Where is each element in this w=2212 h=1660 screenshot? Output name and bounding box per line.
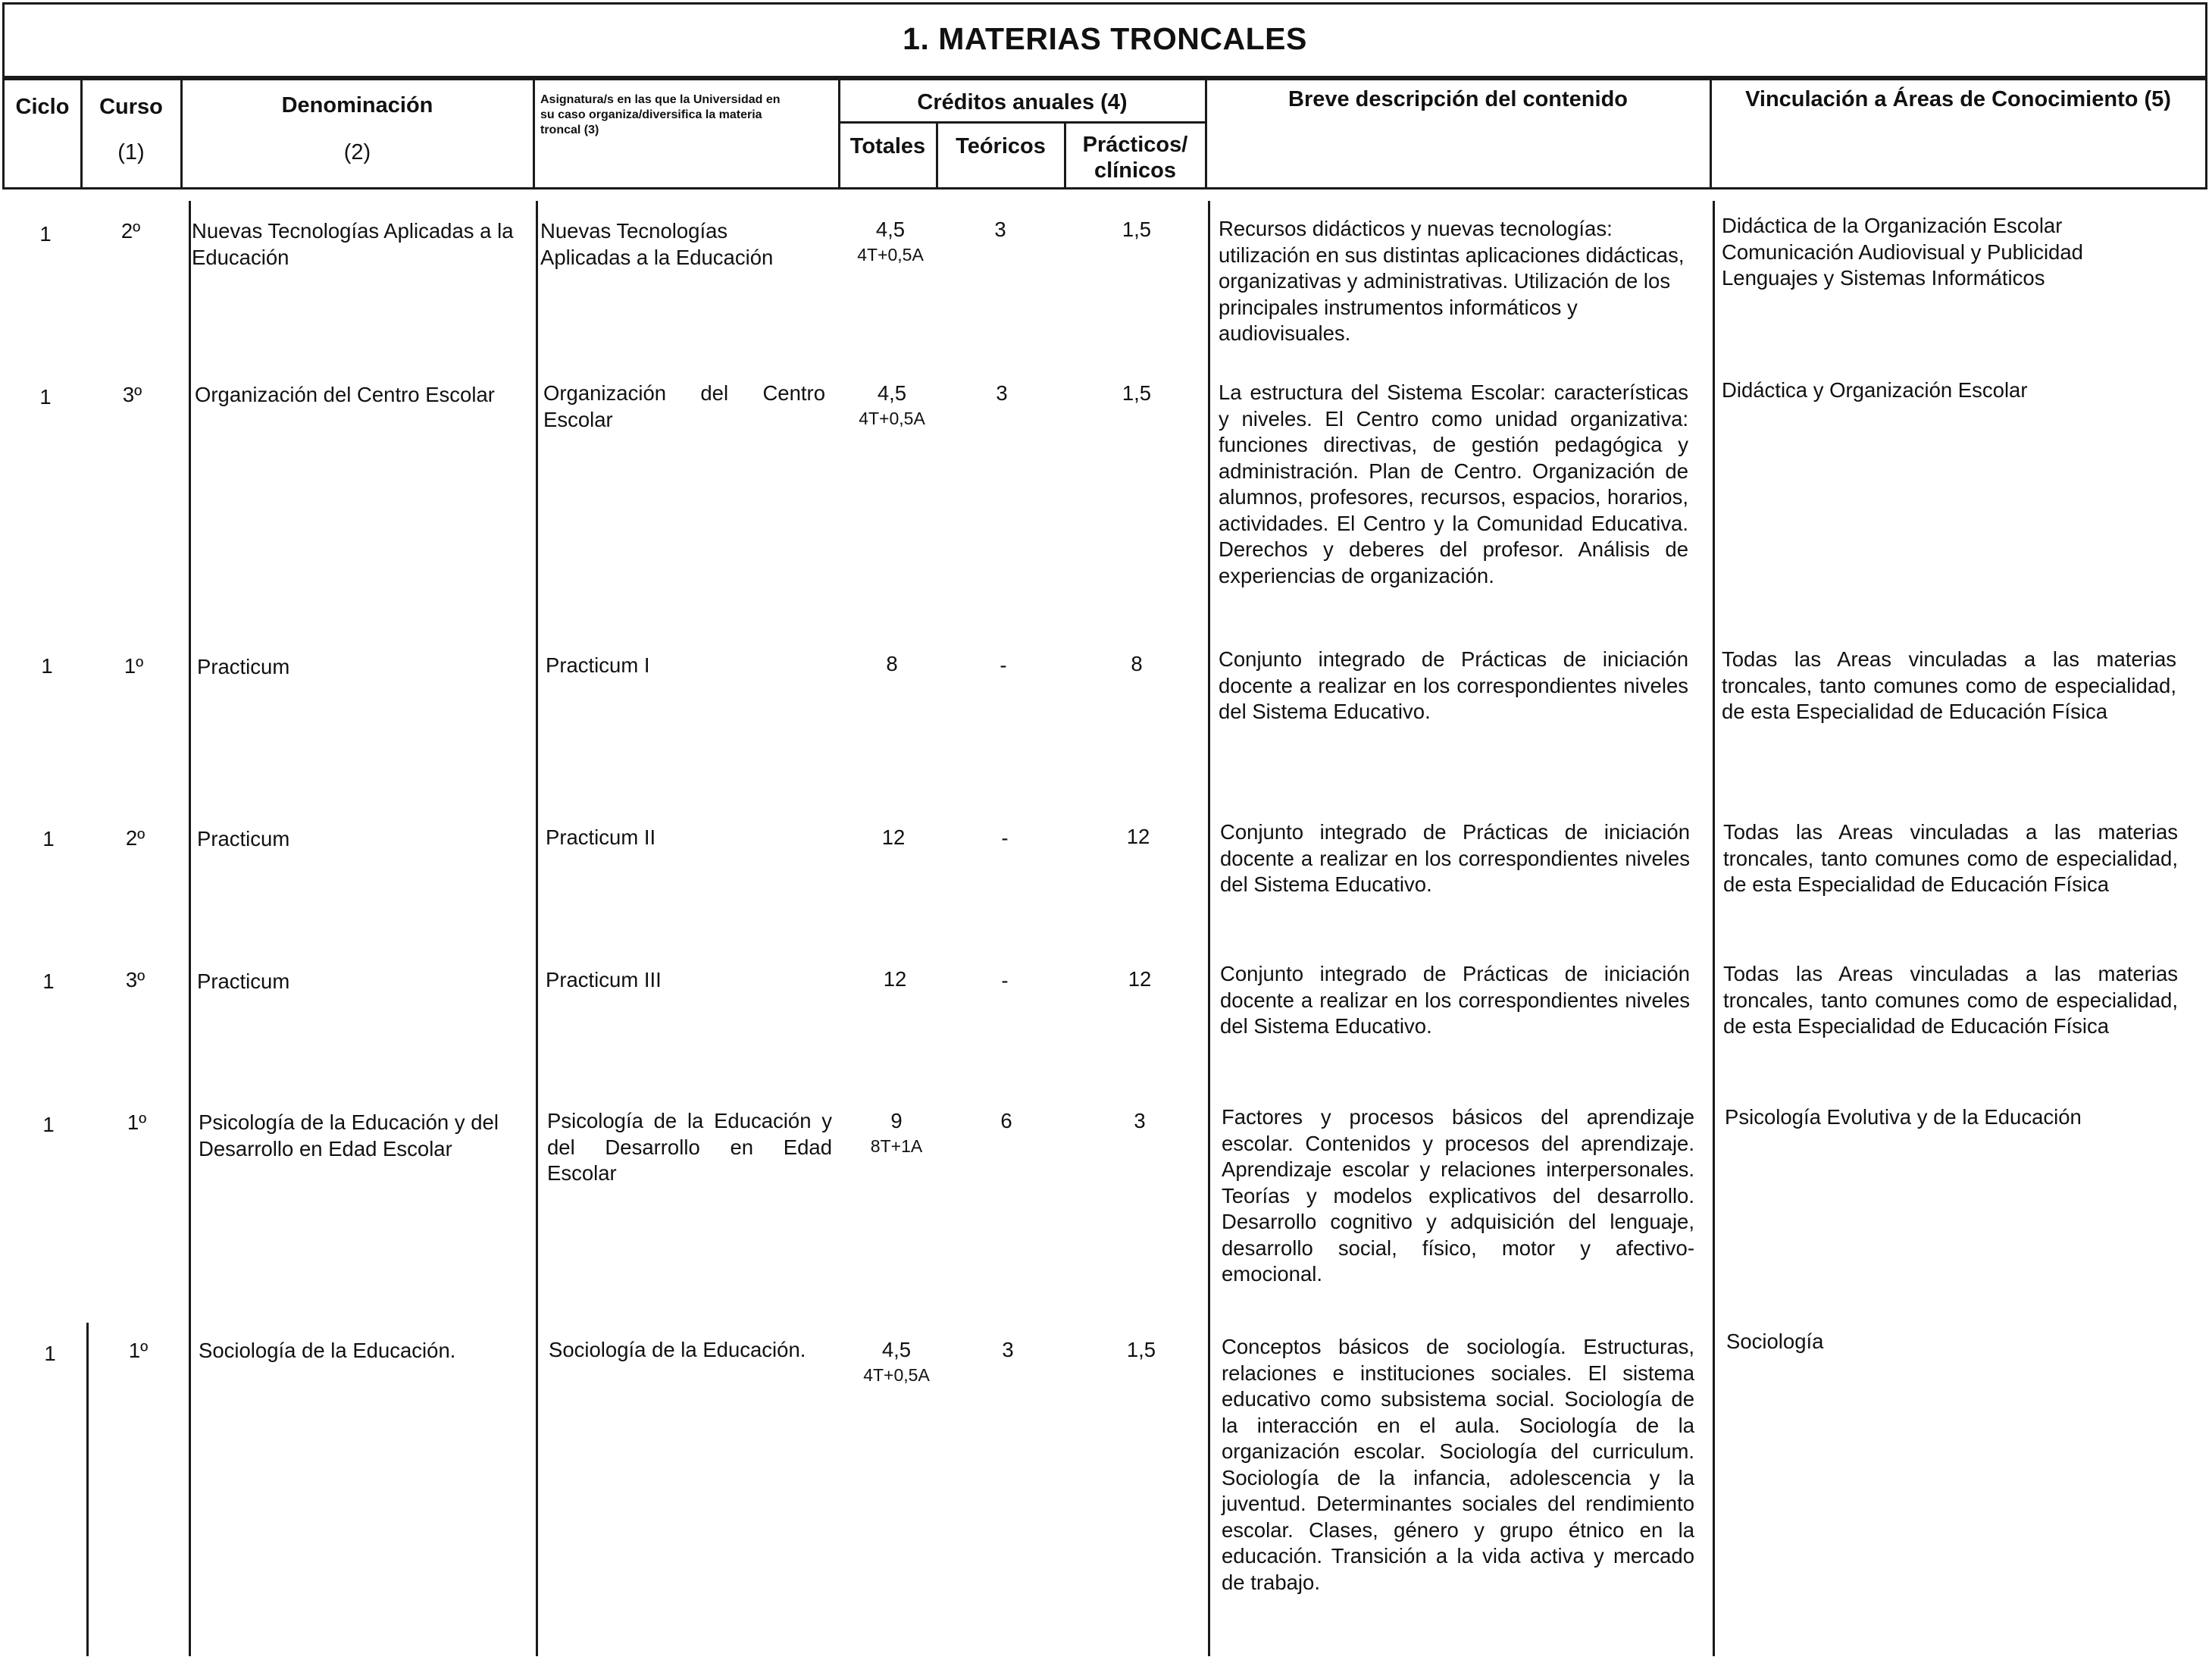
header-asignatura: Asignatura/s en las que la Universidad en su caso organiza/diversifica la materia troncal (3) bbox=[540, 93, 781, 136]
row-7-asignatura: Sociología de la Educación. bbox=[549, 1338, 806, 1361]
row-7-totales bbox=[847, 1337, 946, 1386]
header-practicos: Prácticos/ clínicos bbox=[1082, 133, 1188, 183]
header-top-rule bbox=[2, 78, 2207, 80]
row-1-denominacion: Nuevas Tecnologías Aplicadas a la Educación bbox=[192, 219, 514, 269]
row-7-descripcion: Conceptos básicos de sociología. Estructuras, relaciones e instituciones sociales. El sistema educativo como subsistema social. Sociología de la interacción en el aula. Sociología de la organización escolar. Sociología del curriculum. Sociología de la infancia, adolescencia y la juventud. Determinantes sociales del rendimiento escolar. Clases, género y grupo étnico en la educación. Transición a la vida activa y mercado de trabajo. bbox=[1222, 1335, 1694, 1594]
row-6-ciclo: 1 bbox=[42, 1113, 55, 1136]
row-1-totales-value: 4,5 bbox=[875, 218, 906, 241]
header-curso-note: (1) bbox=[117, 140, 145, 164]
row-4-denominacion: Practicum bbox=[197, 827, 290, 850]
row-2-totales-detalle: 4T+0,5A bbox=[859, 408, 925, 428]
row-4-totales bbox=[844, 825, 943, 851]
header-vinculacion: Vinculación a Áreas de Conocimiento (5) bbox=[1745, 87, 2171, 111]
row-6-denominacion: Psicología de la Educación y del Desarrollo en Edad Escolar bbox=[199, 1110, 499, 1160]
header-ciclo: Ciclo bbox=[15, 95, 70, 119]
row-2-ciclo: 1 bbox=[39, 385, 52, 409]
row-6-totales-detalle: 8T+1A bbox=[870, 1135, 923, 1156]
row-4-vinculacion: Todas las Areas vinculadas a las materias troncales, tanto comunes como de especialidad, de esta Especialidad de Educación Física bbox=[1723, 820, 2178, 896]
row-5-denominacion: Practicum bbox=[197, 969, 290, 993]
row-5-asignatura: Practicum III bbox=[546, 968, 662, 991]
row-2-vinculacion: Didáctica y Organización Escolar bbox=[1722, 378, 2028, 402]
row-1-ciclo: 1 bbox=[39, 222, 52, 246]
title-box bbox=[2, 2, 2207, 78]
row-7-denominacion: Sociología de la Educación. bbox=[199, 1339, 456, 1362]
header-teoricos: Teóricos bbox=[956, 134, 1046, 158]
row-6-vinculacion: Psicología Evolutiva y de la Educación bbox=[1725, 1105, 2082, 1129]
row-5-totales bbox=[846, 966, 944, 993]
row-7-ciclo: 1 bbox=[44, 1342, 56, 1365]
row-4-totales-value: 12 bbox=[881, 825, 906, 849]
row-7-practicos: 1,5 bbox=[1126, 1338, 1156, 1361]
row-5-curso: 3º bbox=[125, 968, 145, 991]
row-2-practicos: 1,5 bbox=[1122, 381, 1152, 405]
row-6-teoricos: 6 bbox=[1000, 1109, 1012, 1132]
row-2-denominacion: Organización del Centro Escolar bbox=[195, 383, 495, 406]
row-1-vinculacion: Didáctica de la Organización Escolar Comunicación Audiovisual y Publicidad Lenguajes y Sistemas Informáticos bbox=[1722, 214, 2083, 290]
header-descripcion: Breve descripción del contenido bbox=[1288, 87, 1628, 111]
row-3-ciclo: 1 bbox=[41, 654, 53, 678]
col-divider bbox=[536, 201, 538, 1656]
row-2-totales bbox=[843, 381, 941, 430]
row-5-vinculacion: Todas las Areas vinculadas a las materias troncales, tanto comunes como de especialidad, de esta Especialidad de Educación Física bbox=[1723, 962, 2178, 1038]
row-1-practicos: 1,5 bbox=[1122, 218, 1152, 241]
header-bottom-rule bbox=[2, 187, 2207, 189]
row-1-teoricos: 3 bbox=[994, 218, 1006, 241]
row-3-practicos: 8 bbox=[1131, 652, 1143, 675]
header-curso: Curso bbox=[99, 95, 163, 119]
row-3-vinculacion: Todas las Areas vinculadas a las materias troncales, tanto comunes como de especialidad, de esta Especialidad de Educación Física bbox=[1722, 647, 2176, 723]
row-5-ciclo: 1 bbox=[42, 969, 55, 993]
row-1-descripcion: Recursos didácticos y nuevas tecnologías: utilización en sus distintas aplicaciones didácticas, organizativas y administrativas. Utilización de los principales instrumentos informáticos y audiovisuales. bbox=[1219, 217, 1685, 345]
creditos-subheader-rule bbox=[838, 121, 1205, 124]
row-2-teoricos: 3 bbox=[996, 381, 1008, 405]
row-4-asignatura: Practicum II bbox=[546, 825, 656, 849]
row-6-totales-value: 9 bbox=[890, 1109, 903, 1132]
row-4-teoricos: - bbox=[1001, 826, 1009, 850]
col-divider bbox=[1713, 201, 1715, 1656]
row-3-curso: 1º bbox=[124, 654, 144, 678]
row-3-totales bbox=[843, 651, 941, 678]
row-6-descripcion: Factores y procesos básicos del aprendizaje escolar. Contenidos y procesos del aprendizaje. Aprendizaje escolar y relaciones interpersonales. Teorías y modelos explicativos del desarrollo. Desarrollo cognitivo y adquisición del lenguaje, desarrollo social, físico, motor y afectivo-emocional. bbox=[1222, 1105, 1694, 1286]
row-5-descripcion: Conjunto integrado de Prácticas de iniciación docente a realizar en los correspondientes niveles del Sistema Educativo. bbox=[1220, 962, 1690, 1038]
header-creditos: Créditos anuales (4) bbox=[917, 90, 1128, 114]
row-4-ciclo: 1 bbox=[42, 827, 55, 850]
page-title: 1. MATERIAS TRONCALES bbox=[903, 21, 1307, 56]
col-divider bbox=[1208, 201, 1210, 1656]
row-3-descripcion: Conjunto integrado de Prácticas de iniciación docente a realizar en los correspondientes niveles del Sistema Educativo. bbox=[1219, 647, 1688, 723]
row-6-totales bbox=[847, 1108, 946, 1157]
row-5-teoricos: - bbox=[1001, 969, 1009, 992]
header-denominacion-note: (2) bbox=[343, 140, 371, 164]
row-6-asignatura: Psicología de la Educación y del Desarrollo en Edad Escolar bbox=[547, 1109, 832, 1185]
row-2-totales-value: 4,5 bbox=[877, 381, 907, 405]
row-7-totales-value: 4,5 bbox=[881, 1338, 912, 1361]
col-divider bbox=[86, 1323, 89, 1656]
row-1-totales bbox=[841, 217, 940, 266]
row-5-practicos: 12 bbox=[1128, 967, 1152, 991]
row-2-descripcion: La estructura del Sistema Escolar: características y niveles. El Centro como unidad organizativa: funciones directivas, de gestión pedagógica y administración. Plan de Centro. Organización de alumnos, profesores, recursos, espacios, horarios, actividades. El Centro y la Comunidad Educativa. Derechos y deberes del profesor. Análisis de experiencias de organización. bbox=[1219, 381, 1688, 587]
row-7-totales-detalle: 4T+0,5A bbox=[863, 1364, 930, 1385]
header-totales: Totales bbox=[849, 134, 926, 158]
row-1-totales-detalle: 4T+0,5A bbox=[857, 244, 924, 265]
row-7-vinculacion: Sociología bbox=[1726, 1330, 1824, 1353]
col-divider bbox=[189, 201, 191, 1656]
row-3-asignatura: Practicum I bbox=[546, 653, 650, 677]
row-5-totales-value: 12 bbox=[883, 967, 907, 991]
header-denominacion: Denominación bbox=[281, 93, 433, 117]
row-2-asignatura: Organización del Centro Escolar bbox=[543, 381, 825, 431]
row-7-curso: 1º bbox=[128, 1339, 149, 1362]
row-1-asignatura: Nuevas Tecnologías Aplicadas a la Educación bbox=[540, 219, 774, 269]
row-4-practicos: 12 bbox=[1126, 825, 1150, 848]
row-4-descripcion: Conjunto integrado de Prácticas de iniciación docente a realizar en los correspondientes niveles del Sistema Educativo. bbox=[1220, 820, 1690, 896]
row-7-teoricos: 3 bbox=[1002, 1338, 1014, 1361]
row-3-denominacion: Practicum bbox=[197, 655, 290, 678]
row-2-curso: 3º bbox=[122, 383, 142, 406]
col-divider bbox=[2205, 78, 2207, 189]
row-3-totales-value: 8 bbox=[886, 652, 898, 675]
row-6-practicos: 3 bbox=[1134, 1109, 1146, 1132]
row-1-curso: 2º bbox=[120, 219, 141, 243]
col-divider bbox=[533, 78, 535, 189]
row-4-curso: 2º bbox=[125, 826, 145, 850]
row-3-teoricos: - bbox=[1000, 653, 1007, 677]
row-6-curso: 1º bbox=[127, 1110, 147, 1134]
